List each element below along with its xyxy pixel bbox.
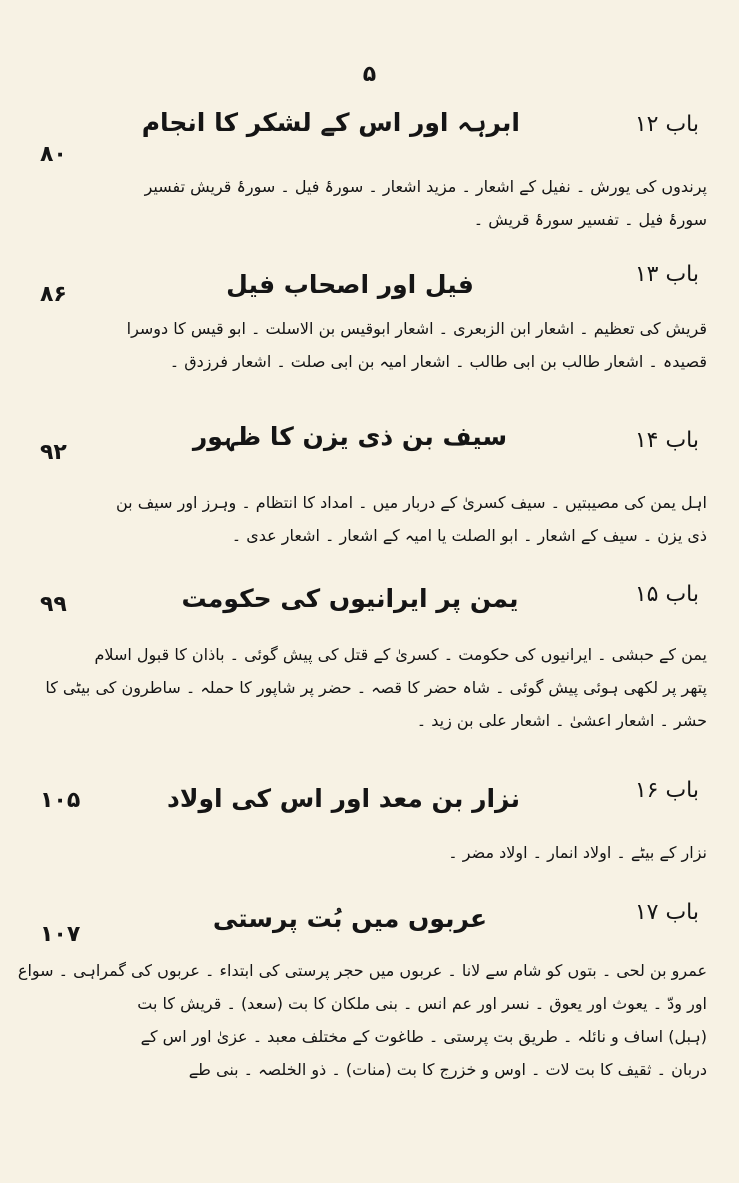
topic-line: قریش کی تعظیم ۔ اشعار ابن الزبعری ۔ اشعار ابوقیس بن الاسلت ۔ ابو قیس کا دوسرا [126, 319, 707, 338]
chapter-page-number: ۸۶ [40, 282, 67, 307]
chapter-label: باب ۱۵ [634, 582, 699, 607]
chapter-label: باب ۱۷ [634, 900, 699, 925]
topic-line: اہل یمن کی مصیبتیں ۔ سیف کسریٰ کے دربار میں ۔ امداد کا انتظام ۔ وہرز اور سیف بن [116, 493, 707, 512]
chapter-topics [45, 638, 707, 737]
chapter-topics [122, 836, 707, 869]
topic-line: اور ودّ ۔ یعوث اور یعوق ۔ نسر اور عم انس ۔ بنی ملکان کا بت (سعد) ۔ قریش کا بت [137, 994, 707, 1013]
topic-line: سورۂ فیل ۔ تفسیر سورۂ قریش ۔ [473, 210, 707, 229]
chapter-page-number: ۹۹ [40, 592, 67, 617]
topic-line: حشر ۔ اشعار اعشیٰ ۔ اشعار علی بن زید ۔ [416, 711, 707, 730]
chapter-topics [122, 312, 707, 378]
chapter-label: باب ۱۳ [634, 262, 699, 287]
chapter-label: باب ۱۶ [634, 778, 699, 803]
topic-line: نزار کے بیٹے ۔ اولاد انمار ۔ اولاد مضر ۔ [448, 843, 707, 862]
chapter-title: عربوں میں بُت پرستی [212, 904, 488, 933]
topic-line: پتھر پر لکھی ہوئی پیش گوئی ۔ شاہ حضر کا قصہ ۔ حضر پر شاپور کا حملہ ۔ ساطرون کی بیٹی کا [45, 678, 707, 697]
topic-line: ذی یزن ۔ سیف کے اشعار ۔ ابو الصلت یا امیہ کے اشعار ۔ اشعار عدی ۔ [231, 526, 707, 545]
chapter-title: ابرہہ اور اس کے لشکر کا انجام [141, 108, 520, 137]
chapter-page-number: ۱۰۵ [40, 788, 81, 813]
chapter-label: باب ۱۴ [634, 428, 699, 453]
chapter-page-number: ۹۲ [40, 440, 67, 465]
chapter-page-number: ۸۰ [40, 142, 67, 167]
topic-line: قصیدہ ۔ اشعار طالب بن ابی طالب ۔ اشعار امیہ بن ابی صلت ۔ اشعار فرزدق ۔ [169, 352, 707, 371]
topic-line: (ہبل) اساف و نائلہ ۔ طریق بت پرستی ۔ طاغوت کے مختلف معبد ۔ عزیٰ اور اس کے [140, 1027, 707, 1046]
topic-line: یمن کے حبشی ۔ ایرانیوں کی حکومت ۔ کسریٰ کے قتل کی پیش گوئی ۔ باذان کا قبول اسلام [94, 645, 707, 664]
topic-line: عمرو بن لحی ۔ بتوں کو شام سے لانا ۔ عربوں میں حجر پرستی کی ابتداء ۔ عربوں کی گمراہی ۔ سواع [17, 961, 707, 980]
chapter-topics [17, 954, 707, 1086]
chapter-label: باب ۱۲ [634, 112, 699, 137]
chapter-title: سیف بن ذی یزن کا ظہور [192, 422, 508, 451]
chapter-page-number: ۱۰۷ [40, 922, 81, 947]
chapter-topics [122, 170, 707, 236]
chapter-title: یمن پر ایرانیوں کی حکومت [181, 584, 519, 613]
chapter-title: نزار بن معد اور اس کی اولاد [167, 784, 520, 813]
chapter-title: فیل اور اصحاب فیل [226, 270, 474, 299]
topic-line: پرندوں کی یورش ۔ نفیل کے اشعار ۔ مزید اشعار ۔ سورۂ فیل ۔ سورۂ قریش تفسیر [144, 177, 707, 196]
page-number: ۵ [362, 62, 377, 87]
topic-line: دربان ۔ ثقیف کا بت لات ۔ اوس و خزرج کا بت (منات) ۔ ذو الخلصہ ۔ بنی طے [188, 1060, 707, 1079]
chapter-topics [116, 486, 707, 552]
